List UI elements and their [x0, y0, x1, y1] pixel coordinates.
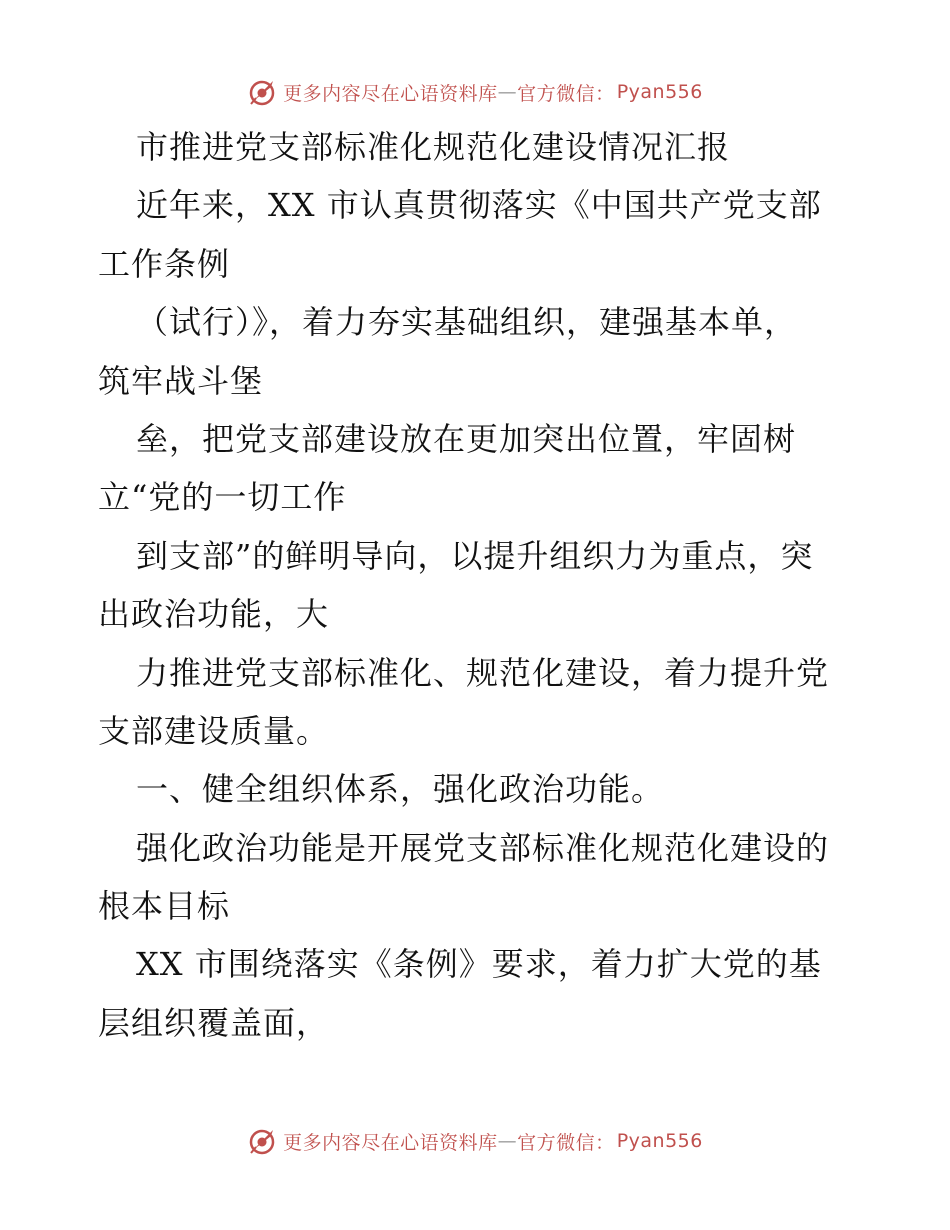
quill-logo-icon: [247, 77, 277, 107]
watermark-footer: [0, 1121, 950, 1161]
section-heading: 一、健全组织体系，强化政治功能。: [136, 770, 665, 809]
document-title: 市推进党支部标准化规范化建设情况汇报: [136, 128, 731, 166]
watermark-wechat-id: Pyan556: [616, 1130, 703, 1152]
paragraph-line: 力推进党支部标准化、规范化建设，着力提升党: [136, 653, 830, 692]
watermark-wechat-label: 官方微信：: [517, 82, 615, 105]
quill-logo-icon: [247, 1126, 277, 1156]
paragraph-line: 根本目标: [98, 887, 231, 926]
paragraph-line: 层组织覆盖面，: [98, 1003, 330, 1042]
watermark-dash: —: [497, 1130, 518, 1152]
paragraph-line: 到支部”的鲜明导向，以提升组织力为重点，突: [136, 536, 814, 575]
paragraph-line: 近年来，XX 市认真贯彻落实《中国共产党支部: [136, 186, 822, 225]
paragraph-line: 工作条例: [98, 244, 231, 283]
watermark-wechat-label: 官方微信：: [517, 1131, 615, 1154]
paragraph-line: 支部建设质量。: [98, 711, 330, 750]
watermark-brand: 更多内容尽在心语资料库: [283, 1131, 498, 1154]
document-body: [98, 118, 858, 1052]
paragraph-line: 强化政治功能是开展党支部标准化规范化建设的: [136, 828, 830, 867]
watermark-wechat-id: Pyan556: [616, 81, 703, 103]
watermark-header: [0, 72, 950, 112]
paragraph-line: 立“党的一切工作: [98, 478, 347, 517]
watermark-dash: —: [497, 81, 518, 103]
paragraph-line: 垒，把党支部建设放在更加突出位置，牢固树: [136, 419, 797, 458]
paragraph-line: 筑牢战斗堡: [98, 361, 264, 400]
paragraph-line: （试行）》，着力夯实基础组织，建强基本单，: [136, 303, 798, 342]
watermark-brand: 更多内容尽在心语资料库: [283, 82, 498, 105]
paragraph-line: 出政治功能，大: [98, 595, 330, 634]
paragraph-line: XX 市围绕落实《条例》要求，着力扩大党的基: [136, 945, 822, 984]
